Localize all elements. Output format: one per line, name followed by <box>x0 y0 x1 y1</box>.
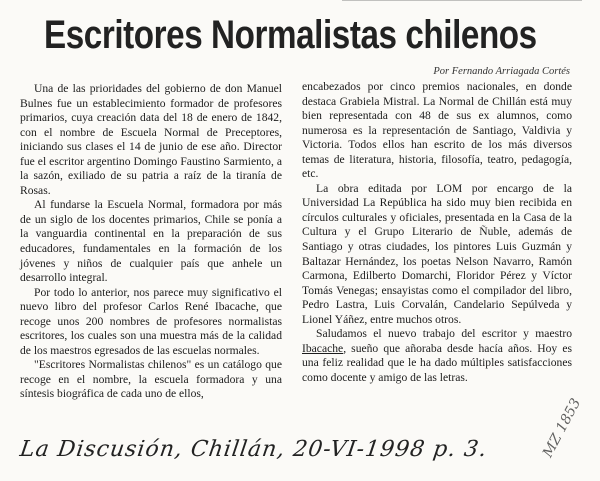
underlined-name: Ibacache <box>302 341 344 355</box>
article-title: Escritores Normalistas chilenos <box>44 13 537 57</box>
paragraph: encabezados por cinco premios nacionales, en donde destaca Grabiela Mistral. La Normal de Chillán está muy bien representada con 48 de sus ex alumnos, como numerosa es la representación de Santiago, Valdivia y Victoria. Todos ellos han escrito de los más diversos temas de literatura, historia, filosofía, teatro, pedagogía, etc. <box>302 80 572 181</box>
paragraph: Por todo lo anterior, nos parece muy significativo el nuevo libro del profesor Carlos René Ibacache, que recoge unos 200 nombres de profesores normalistas escritores, los cuales son una muestra más de la calidad de los maestros egresados de las escuelas normales. <box>20 285 282 357</box>
paragraph: La obra editada por LOM por encargo de la Universidad La República ha sido muy bien recibida en círculos culturales y oficiales, presentada en la Casa de la Cultura y el Grupo Literario de Ñuble, además de Santiago y otras ciudades, los pintores Luis Guzmán y Baltazar Hernández, los poetas Nelson Navarro, Ramón Carmona, Edilberto Domarchi, Floridor Pérez y Víctor Tomás Venegas; ensayistas como el compilador del libro, Pedro Lastra, Luis Corvalán, Candelario Sepúlveda y Lionel Yáñez, entre muchos otros. <box>302 181 572 326</box>
paragraph-text: Saludamos el nuevo trabajo del escritor y maestro <box>316 327 572 341</box>
article-byline: Por Fernando Arriagada Cortés <box>433 66 570 77</box>
paragraph: Una de las prioridades del gobierno de don Manuel Bulnes fue un establecimiento formador de profesores primarios, cuya creación data del 18 de enero de 1842, con el nombre de Escuela Normal de Preceptores, iniciando sus clases el 14 de junio de ese año. Director fue el escritor argentino Domingo Faustino Sarmiento, a la sazón, exiliado de su patria a raíz de la tiranía de Rosas. <box>20 82 282 197</box>
clipping-edge-line <box>342 0 582 6</box>
paragraph: Al fundarse la Escuela Normal, formadora por más de un siglo de los docentes primarios, Chile se ponía a la vanguardia continental en la preparación de sus educadores, fundamentales en la formación de los jóvenes y niños de cualquier país que anhele un desarrollo integral. <box>20 198 282 285</box>
handwritten-source-note: La Discusión, Chillán, 20-VI-1998 p. 3. <box>18 437 489 462</box>
paragraph <box>302 327 572 385</box>
paragraph-text: , sueño que añoraba desde hacía años. Hoy es una feliz realidad que le ha dado múltiples satisfacciones como docente y amigo de las letras. <box>302 341 572 384</box>
right-column <box>302 80 572 385</box>
paragraph: "Escritores Normalistas chilenos" es un catálogo que recoge en el nombre, la escuela formadora y una síntesis biográfica de cada uno de ellos, <box>20 358 282 401</box>
handwritten-catalog-mark: MZ 1853 <box>539 395 585 461</box>
left-column <box>20 82 282 402</box>
